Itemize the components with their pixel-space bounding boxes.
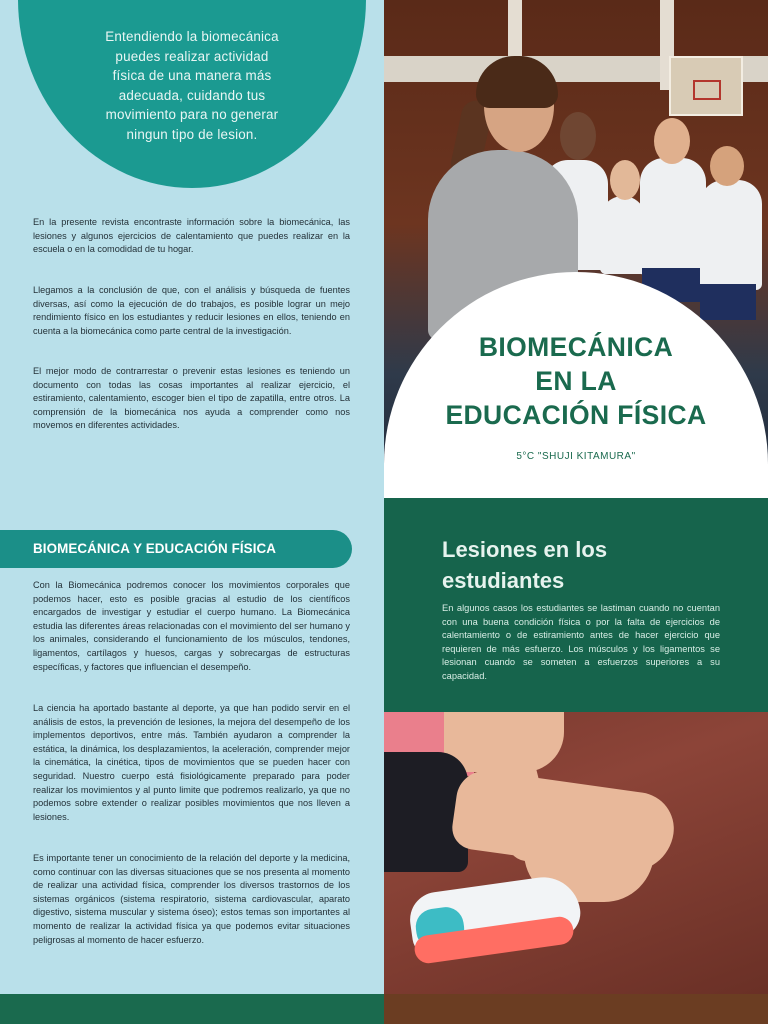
student-shorts [700,284,756,320]
injured-runner-photo [384,712,768,994]
student-head [610,160,640,200]
section-title: BIOMECÁNICA Y EDUCACIÓN FÍSICA [33,541,277,556]
left-footer-bar [0,994,384,1024]
section-header [0,530,352,568]
section-paragraph-1: Con la Biomecánica podremos conocer los movimientos corporales que podemos hacer, esto es posible gracias al estudio de los científicos encargados de investigar y estudiar el cuerpo humano. La Biomecánica estudia las diferentes áreas relacionadas con el movimiento del ser humano y los animales, considerando el funcionamiento de los músculos, tendones, ligamentos, cartílagos y huesos, cargas y sobrecargas de estructuras específicas, y factores que influencian el desempeño. [33,580,350,672]
basketball-hoop-icon [669,56,743,116]
conclusion-paragraph-1: En la presente revista encontraste información sobre la biomecánica, las lesiones y algunos ejercicios de calentamiento que puedes realizar en la escuela o en la comodidad de tu hogar. [33,217,350,255]
right-footer-bar [384,994,768,1024]
cover-title: BIOMECÁNICA EN LA EDUCACIÓN FÍSICA [445,332,707,430]
section-paragraph-3: Es importante tener un conocimiento de la relación del deporte y la medicina, como continuar con las diversas situaciones que se nos presenta al momento de realizar una actividad física, comprender los diversos trastornos de los sistemas orgánicos (sistema respiratorio, sistema cardiovascular, aparato digestivo, sistema muscular y sistema óseo); estos temas son importantes al momento de realizar la actividad física ya que podemos evitar situaciones peligrosas al momento de hacer esfuerzo. [33,853,350,945]
gym-class-photo [384,0,768,498]
conclusion-paragraph-3: El mejor modo de contrarrestar o prevenir estas lesiones es teniendo un documento con todas las cosas importantes al realizar ejercicio, el estiramiento, calentamiento, escoger bien el tipo de zapatilla, entre otros. La comprensión de la biomecánica nos ayuda a comprender como nos movemos en diferentes actividades. [33,366,350,431]
right-column [384,0,768,1024]
injuries-panel [384,498,768,712]
student-figure [640,158,706,276]
intro-quote: Entendiendo la biomecánica puedes realizar actividad física de una manera más adecuada, cuidando tus movimiento para no generar ningun tipo de lesion. [105,29,279,142]
student-head [710,146,744,186]
injuries-text: En algunos casos los estudiantes se lastiman cuando no cuentan con una buena condición física o por la falta de ejercicios de calentamiento o de estiramiento antes de hacer ejercicio que requieren de más esfuerzo. Los músculos y los ligamentos se lesionan cuando se someten a esfuerzos superiores a su capacidad. [442,603,720,681]
student-head [560,112,596,160]
conclusion-paragraph-2: Llegamos a la conclusión de que, con el análisis y búsqueda de fuentes diversas, así como la ejecución de do trabajos, es posible lograr un mejo rendimiento físico en los estudiantes y reducir lesiones en ellos, teniendo en cuenta a la biomecánica como parte central de la investigación. [33,285,350,336]
student-head [654,118,690,164]
cover-subtitle: 5°C "SHUJI KITAMURA" [516,451,636,462]
injuries-title: Lesiones en los estudiantes [442,537,608,593]
section-paragraph-2: La ciencia ha aportado bastante al deporte, ya que han podido servir en el análisis de estos, la prevención de lesiones, la mejora del desempeño de los implementos deportivos, entre más. También ayudaron a comprender la estática, la dinámica, los desplazamientos, la aceleración, comprender mejor la cinemática, la cinética, tipos de movimientos que se pueden hacer con seguridad. Nuestro cuerpo está fisiológicamente preparado para poder realizar los movimientos y al punto limite que podremos realizarlo, ya que no podemos sobre extender o realizar posibles movimientos que nos lleven a lesiones. [33,703,350,822]
student-figure [700,180,762,290]
